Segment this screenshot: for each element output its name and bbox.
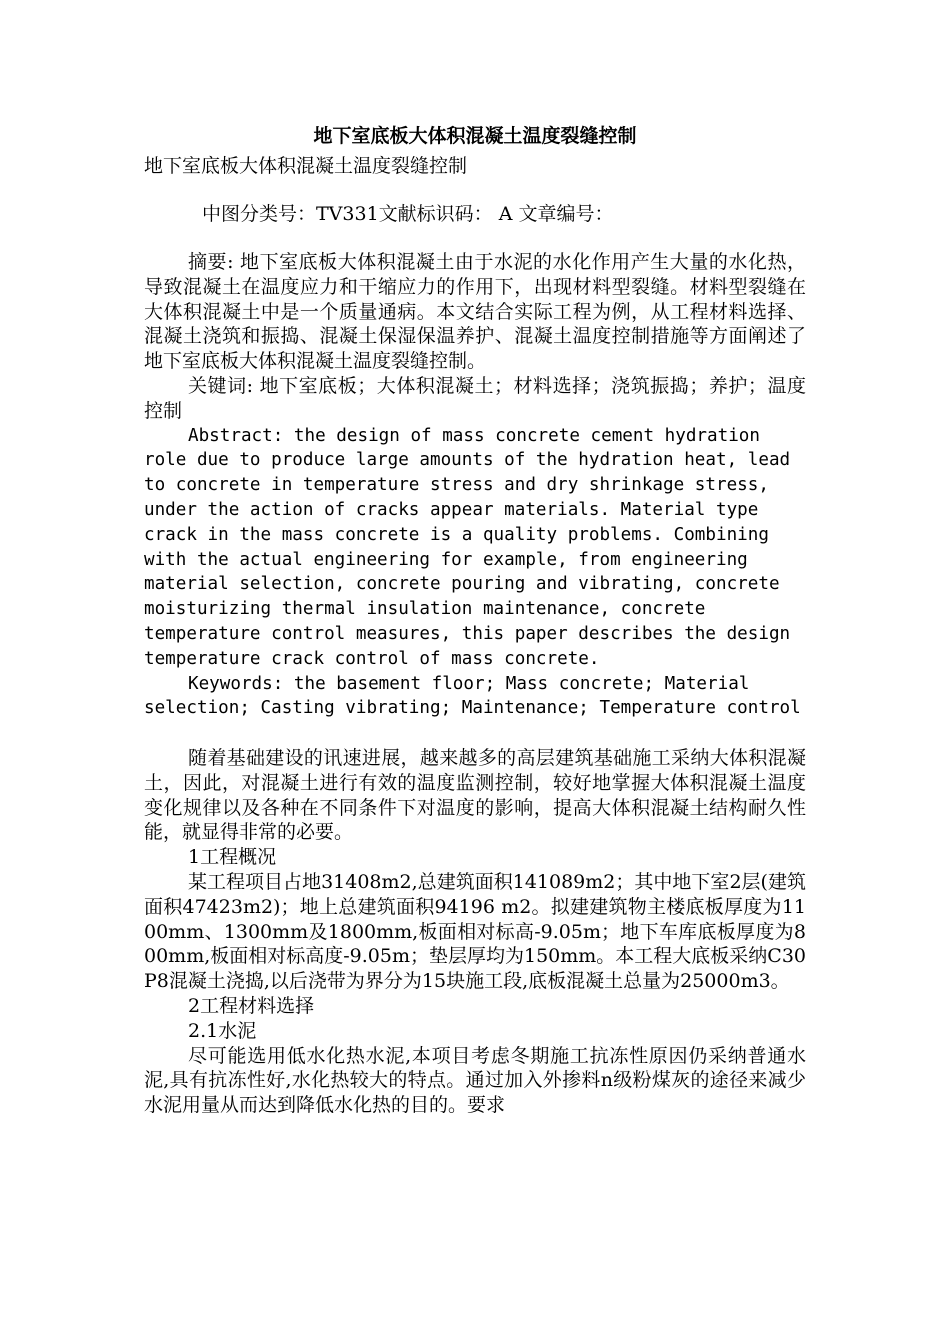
keywords-en: Keywords: the basement floor; Mass concrete; Material selection; Casting vibrating; Maintenance; Temperature control <box>144 673 801 719</box>
document-title: 地下室底板大体积混凝土温度裂缝控制 <box>313 125 637 147</box>
abstract-en: Abstract: the design of mass concrete cement hydration role due to produce large amounts of the hydration heat, lead to concrete in temperature stress and dry shrinkage stress, under the action of cracks appear materials. Material type crack in the mass concrete is a quality problems. Combining with the actual engineering for example, from engineering material selection, concrete pouring and vibrating, concrete moisturizing thermal insulation maintenance, concrete temperature control measures, this paper describes the design temperature crack control of mass concrete. <box>144 425 791 669</box>
keywords-cn: 关键词: 地下室底板；大体积混凝土；材料选择；浇筑振捣；养护；温度控制 <box>144 374 806 422</box>
classification-line: 中图分类号：TV331文献标识码： A 文章编号： <box>202 203 614 225</box>
abstract-cn: 摘要: 地下室底板大体积混凝土由于水泥的水化作用产生大量的水化热，导致混凝土在温度应力和干缩应力的作用下，出现材料型裂缝。材料型裂缝在大体积混凝土中是一个质量通病。本文结合实际工程为例，从工程材料选择、混凝土浇筑和振捣、混凝土保湿保温养护、混凝土温度控制措施等方面阐述了地下室底板大体积混凝土温度裂缝控制。 <box>144 251 806 373</box>
section-1-heading: 1工程概况 <box>188 846 277 869</box>
section-2-1-body: 尽可能选用低水化热水泥,本项目考虑冬期施工抗冻性原因仍采纳普通水泥,具有抗冻性好,水化热较大的特点。通过加入外掺料n级粉煤灰的途径来减少水泥用量从而达到降低水化热的目的。要求 <box>144 1044 806 1117</box>
section-2-heading: 2工程材料选择 <box>188 994 315 1017</box>
document-page <box>144 118 806 1118</box>
paragraph-spacer <box>144 721 806 746</box>
section-1-body: 某工程项目占地31408m2,总建筑面积141089m2；其中地下室2层(建筑面积47423m2)；地上总建筑面积94196 m2。拟建建筑物主楼底板厚度为1100mm、1300mm及1800mm,板面相对标高-9.05m；地下车库底板厚度为800mm,板面相对标高度-9.05m；垫层厚均为150mm。本工程大底板采纳C30P8混凝土浇捣,以后浇带为界分为15块施工段,底板混凝土总量为25000m3。 <box>144 870 807 993</box>
intro-paragraph: 随着基础建设的讯速进展，越来越多的高层建筑基础施工采纳大体积混凝土，因此，对混凝土进行有效的温度监测控制，较好地掌握大体积混凝土温度变化规律以及各种在不同条件下对温度的影响，提高大体积混凝土结构耐久性能，就显得非常的必要。 <box>144 746 806 844</box>
section-2-1-heading: 2.1水泥 <box>188 1019 257 1042</box>
document-subtitle: 地下室底板大体积混凝土温度裂缝控制 <box>144 155 468 177</box>
